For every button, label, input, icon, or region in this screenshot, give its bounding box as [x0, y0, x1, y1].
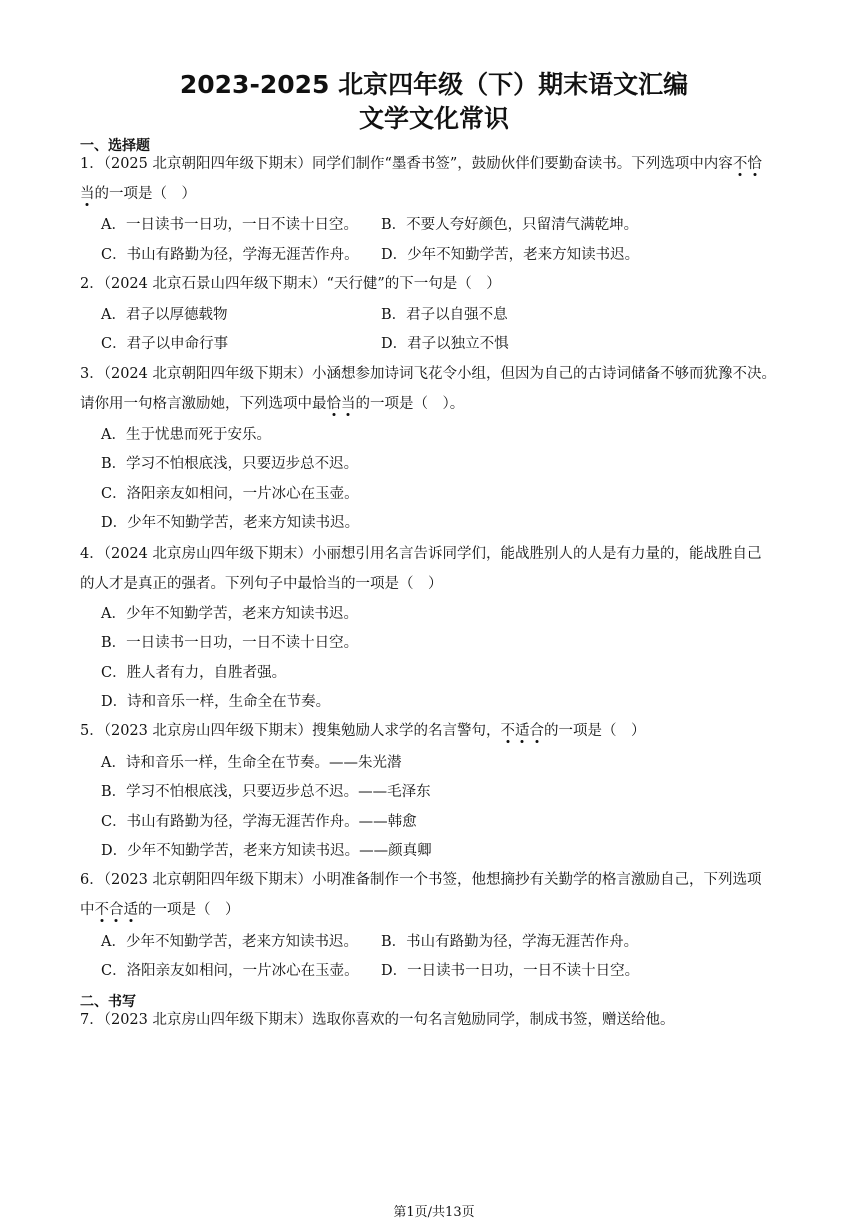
question-3-line-2: 请你用一句格言激励她，下列选项中最恰当的一项是（ ）。: [80, 395, 465, 412]
question-7: 7．（2023 北京房山四年级下期末）选取你喜欢的一句名言勉励同学，制成书签，赠送给他。: [80, 1012, 675, 1028]
option-b: B．书山有路勤为径，学海无涯苦作舟。: [381, 934, 639, 950]
question-2: 2．（2024 北京石景山四年级下期末）“天行健”的下一句是（ ）: [80, 276, 501, 292]
question-1: [80, 150, 792, 209]
option-a: A．诗和音乐一样，生命全在节奏。——朱光潜: [101, 755, 402, 771]
option-b: B．一日读书一日功，一日不读十日空。: [101, 635, 359, 651]
emphasis-char: 不: [94, 901, 109, 918]
question-4-line-1: 4．（2024 北京房山四年级下期末）小丽想引用名言告诉同学们，能战胜别人的人是有力量的，能战胜自己: [80, 546, 762, 562]
section-heading-choice: 一、选择题: [80, 138, 150, 154]
emphasis-char: 合: [529, 723, 544, 739]
emphasis-char: 不: [732, 156, 748, 172]
option-d: D．君子以独立不惧: [381, 336, 509, 352]
option-d: D．一日读书一日功，一日不读十日空。: [381, 963, 640, 979]
question-3-line-1: 3．（2024 北京朝阳四年级下期末）小涵想参加诗词飞花令小组，但因为自己的古诗词储备不够而犹豫不决。: [80, 366, 776, 382]
option-a: A．少年不知勤学苦，老来方知读书迟。: [101, 606, 358, 622]
option-b: B．君子以自强不息: [381, 307, 508, 323]
option-d: D．少年不知勤学苦，老来方知读书迟。: [381, 247, 640, 263]
question-3: [80, 360, 792, 419]
option-a: A．生于忧患而死于安乐。: [101, 427, 271, 443]
doc-title: 2023-2025 北京四年级（下）期末语文汇编: [179, 70, 689, 99]
option-b: B．学习不怕根底浅，只要迈步总不迟。: [101, 456, 359, 472]
emphasis-char: 适: [123, 901, 138, 918]
emphasis-char: 恰: [326, 395, 341, 412]
question-6-line-1: 6．（2023 北京朝阳四年级下期末）小明准备制作一个书签，他想摘抄有关勤学的格言激励自己，下列选项: [80, 872, 762, 888]
option-c: C．胜人者有力，自胜者强。: [101, 665, 287, 681]
option-b: B．不要人夸好颜色，只留清气满乾坤。: [381, 217, 639, 233]
option-d: D．诗和音乐一样，生命全在节奏。: [101, 694, 331, 710]
option-c: C．洛阳亲友如相问，一片冰心在玉壶。: [101, 963, 359, 979]
question-4-line-2: 的人才是真正的强者。下列句子中最恰当的一项是（ ）: [80, 575, 443, 592]
question-1-line-2: 当的一项是（ ）: [80, 185, 196, 202]
option-b: B．学习不怕根底浅，只要迈步总不迟。——毛泽东: [101, 784, 431, 800]
emphasis-char: 合: [109, 901, 124, 918]
emphasis-char: 不: [500, 723, 515, 739]
page-number: 第1页/共13页: [393, 1205, 475, 1220]
question-5: [80, 717, 792, 747]
option-a: A．君子以厚德载物: [101, 307, 228, 323]
question-5-line-1: 5．（2023 北京房山四年级下期末）搜集勉励人求学的名言警句，不适合的一项是（ ）: [80, 723, 646, 739]
question-6-line-2: 中不合适的一项是（ ）: [80, 901, 240, 918]
section-heading-writing: 二、书写: [80, 994, 136, 1010]
question-1-line-1: 1．（2025 北京朝阳四年级下期末）同学们制作“墨香书签”，鼓励伙伴们要勤奋读书。下列选项中内容不恰: [80, 156, 762, 172]
emphasis-char: 恰: [747, 156, 762, 172]
option-d: D．少年不知勤学苦，老来方知读书迟。: [101, 515, 360, 531]
option-c: C．书山有路勤为径，学海无涯苦作舟。——韩愈: [101, 814, 417, 830]
question-6: [80, 866, 792, 925]
option-a: A．少年不知勤学苦，老来方知读书迟。: [101, 934, 358, 950]
emphasis-char: 适: [514, 723, 530, 739]
option-c: C．书山有路勤为径，学海无涯苦作舟。: [101, 247, 359, 263]
question-4: [80, 540, 792, 599]
option-c: C．洛阳亲友如相问，一片冰心在玉壶。: [101, 486, 359, 502]
emphasis-char: 当: [80, 185, 95, 202]
emphasis-char: 当: [341, 395, 356, 412]
option-c: C．君子以申命行事: [101, 336, 229, 352]
option-a: A．一日读书一日功，一日不读十日空。: [101, 217, 358, 233]
doc-subtitle: 文学文化常识: [358, 104, 509, 133]
option-d: D．少年不知勤学苦，老来方知读书迟。——颜真卿: [101, 843, 432, 859]
